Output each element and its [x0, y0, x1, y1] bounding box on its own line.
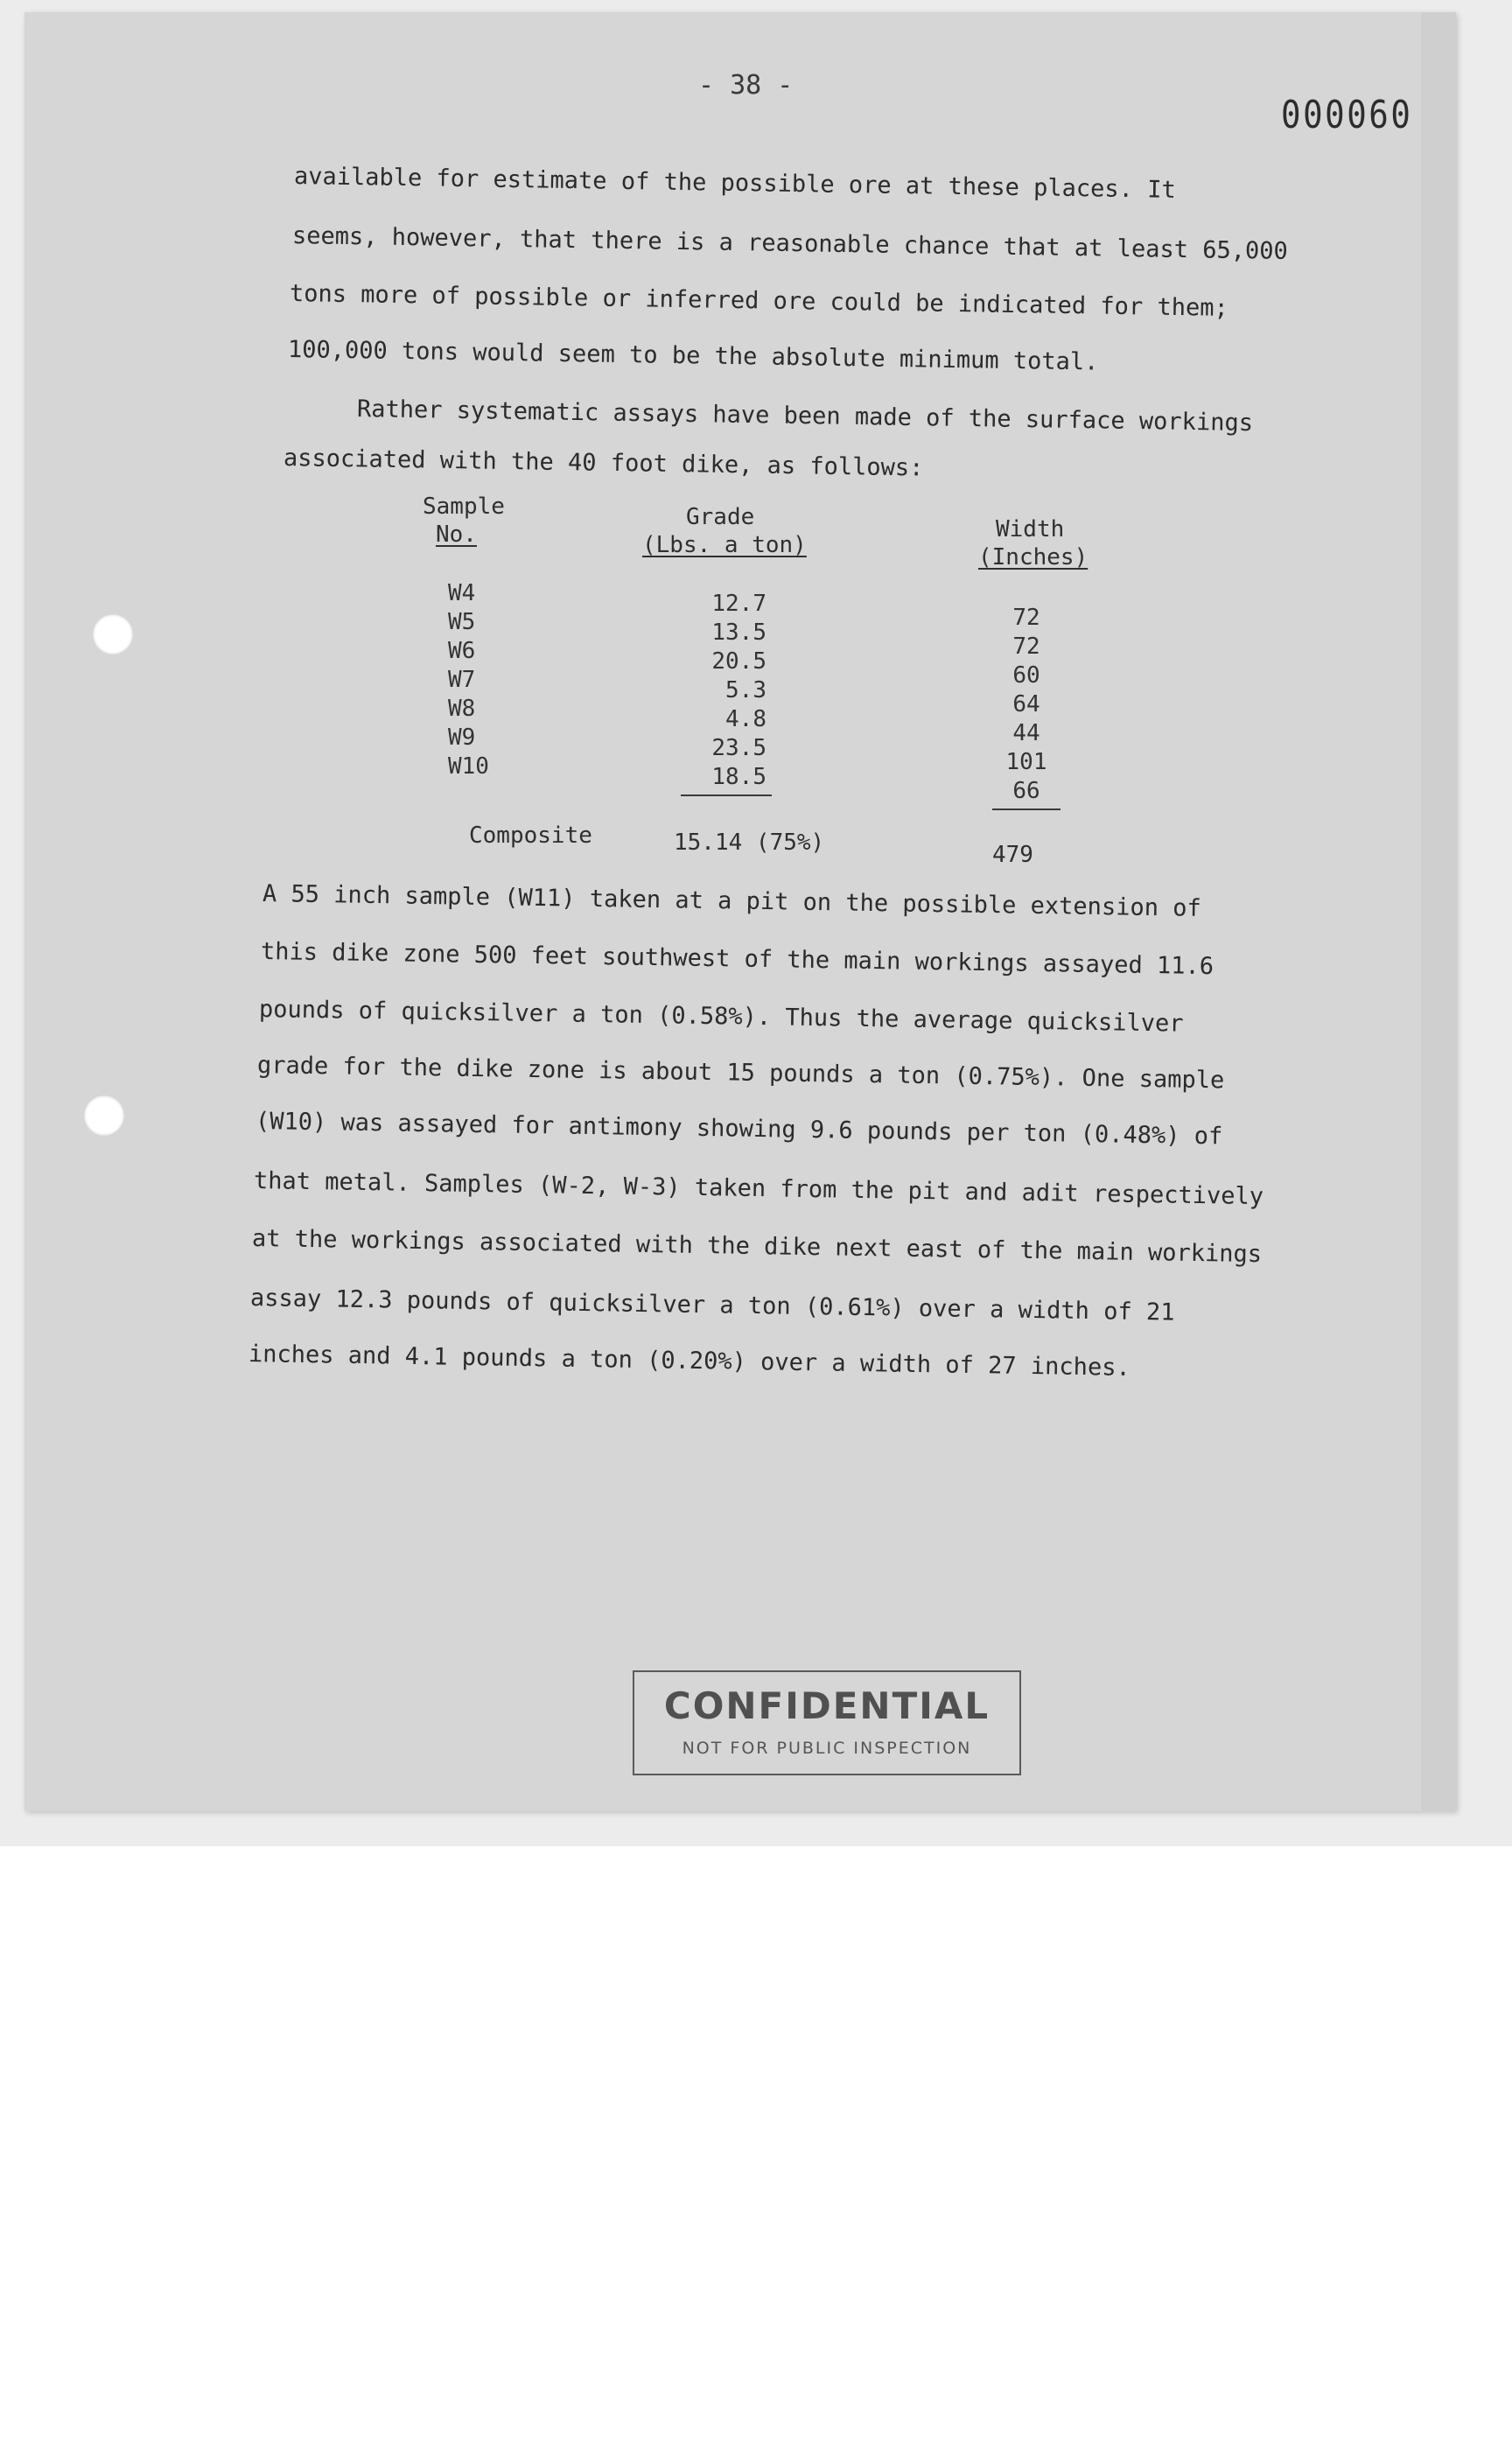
paragraph1-line1: available for estimate of the possible ore at these places. It: [293, 163, 1176, 204]
paragraph3-line7: at the workings associated with the dike next east of the main workings: [251, 1225, 1263, 1269]
paragraph2-line2: associated with the 40 foot dike, as follows:: [283, 444, 924, 482]
punch-hole-lower: [84, 1096, 124, 1136]
paragraph3-line3: pounds of quicksilver a ton (0.58%). Thus the average quicksilver: [258, 996, 1184, 1038]
grade-column: [682, 590, 766, 792]
confidential-stamp: [633, 1670, 1021, 1775]
grade-cell: 4.8: [725, 706, 766, 732]
paragraph1-line2: seems, however, that there is a reasonable chance that at least 65,000: [291, 222, 1288, 265]
sample-cell: W5: [448, 609, 476, 635]
paragraph3-line4: grade for the dike zone is about 15 pounds a ton (0.75%). One sample: [256, 1052, 1225, 1095]
sample-cell: W9: [448, 724, 476, 751]
header-width-line2: (Inches): [978, 544, 1088, 570]
sample-cell: W6: [448, 638, 476, 664]
paragraph3-line5: (W10) was assayed for antimony showing 9.6 pounds per ton (0.48%) of: [255, 1108, 1223, 1151]
paragraph3-line6: that metal. Samples (W-2, W-3) taken from the pit and adit respectively: [253, 1167, 1264, 1211]
paragraph3-line9: inches and 4.1 pounds a ton (0.20%) over a width of 27 inches.: [248, 1340, 1130, 1382]
width-column: [996, 604, 1057, 806]
grade-cell: 23.5: [711, 735, 766, 761]
sample-cell: W8: [448, 696, 476, 722]
width-cell: 66: [1012, 778, 1040, 804]
grade-total-rule: [681, 794, 772, 796]
composite-label: Composite: [469, 822, 592, 849]
grade-cell: 13.5: [711, 620, 766, 646]
stamp-title: CONFIDENTIAL: [663, 1684, 990, 1727]
sample-cell: W4: [448, 580, 476, 606]
grade-cell: 12.7: [711, 591, 766, 617]
grade-cell: 20.5: [711, 648, 766, 675]
paragraph1-line3: tons more of possible or inferred ore could be indicated for them;: [289, 280, 1228, 322]
grade-cell: 5.3: [725, 677, 766, 704]
sample-cell: W7: [448, 667, 476, 693]
sheet-edge-shadow: [1421, 12, 1456, 1811]
sample-cell: W10: [448, 753, 489, 780]
width-total-rule: [992, 808, 1060, 810]
header-width-line1: Width: [996, 516, 1065, 542]
paragraph1-line4: 100,000 tons would seem to be the absolute minimum total.: [287, 336, 1099, 376]
header-grade-line2: (Lbs. a ton): [642, 532, 807, 558]
grade-cell: 18.5: [711, 764, 766, 790]
header-grade-line1: Grade: [686, 504, 755, 530]
header-sample-line2: No.: [436, 522, 477, 548]
document-sheet: [24, 12, 1456, 1811]
composite-grade: 15.14 (75%): [674, 830, 825, 856]
punch-hole-upper: [93, 614, 133, 654]
width-cell: 44: [1012, 720, 1040, 746]
width-cell: 64: [1012, 691, 1040, 718]
paragraph2-line1: Rather systematic assays have been made of the surface workings: [356, 396, 1254, 438]
sample-column: [448, 579, 489, 781]
header-sample-line1: Sample: [423, 494, 505, 520]
width-cell: 72: [1012, 634, 1040, 660]
stamp-subtitle: NOT FOR PUBLIC INSPECTION: [682, 1739, 972, 1758]
document-id: 000060: [1281, 93, 1413, 137]
page-number: - 38 -: [698, 70, 794, 101]
paragraph3-line1: A 55 inch sample (W11) taken at a pit on the possible extension of: [262, 880, 1201, 922]
width-cell: 60: [1012, 662, 1040, 689]
paragraph3-line8: assay 12.3 pounds of quicksilver a ton (0.61%) over a width of 21: [249, 1284, 1175, 1326]
composite-width: 479: [992, 842, 1033, 868]
width-cell: 72: [1012, 605, 1040, 631]
paragraph3-line2: this dike zone 500 feet southwest of the main workings assayed 11.6: [260, 938, 1214, 981]
width-cell: 101: [1005, 749, 1047, 775]
